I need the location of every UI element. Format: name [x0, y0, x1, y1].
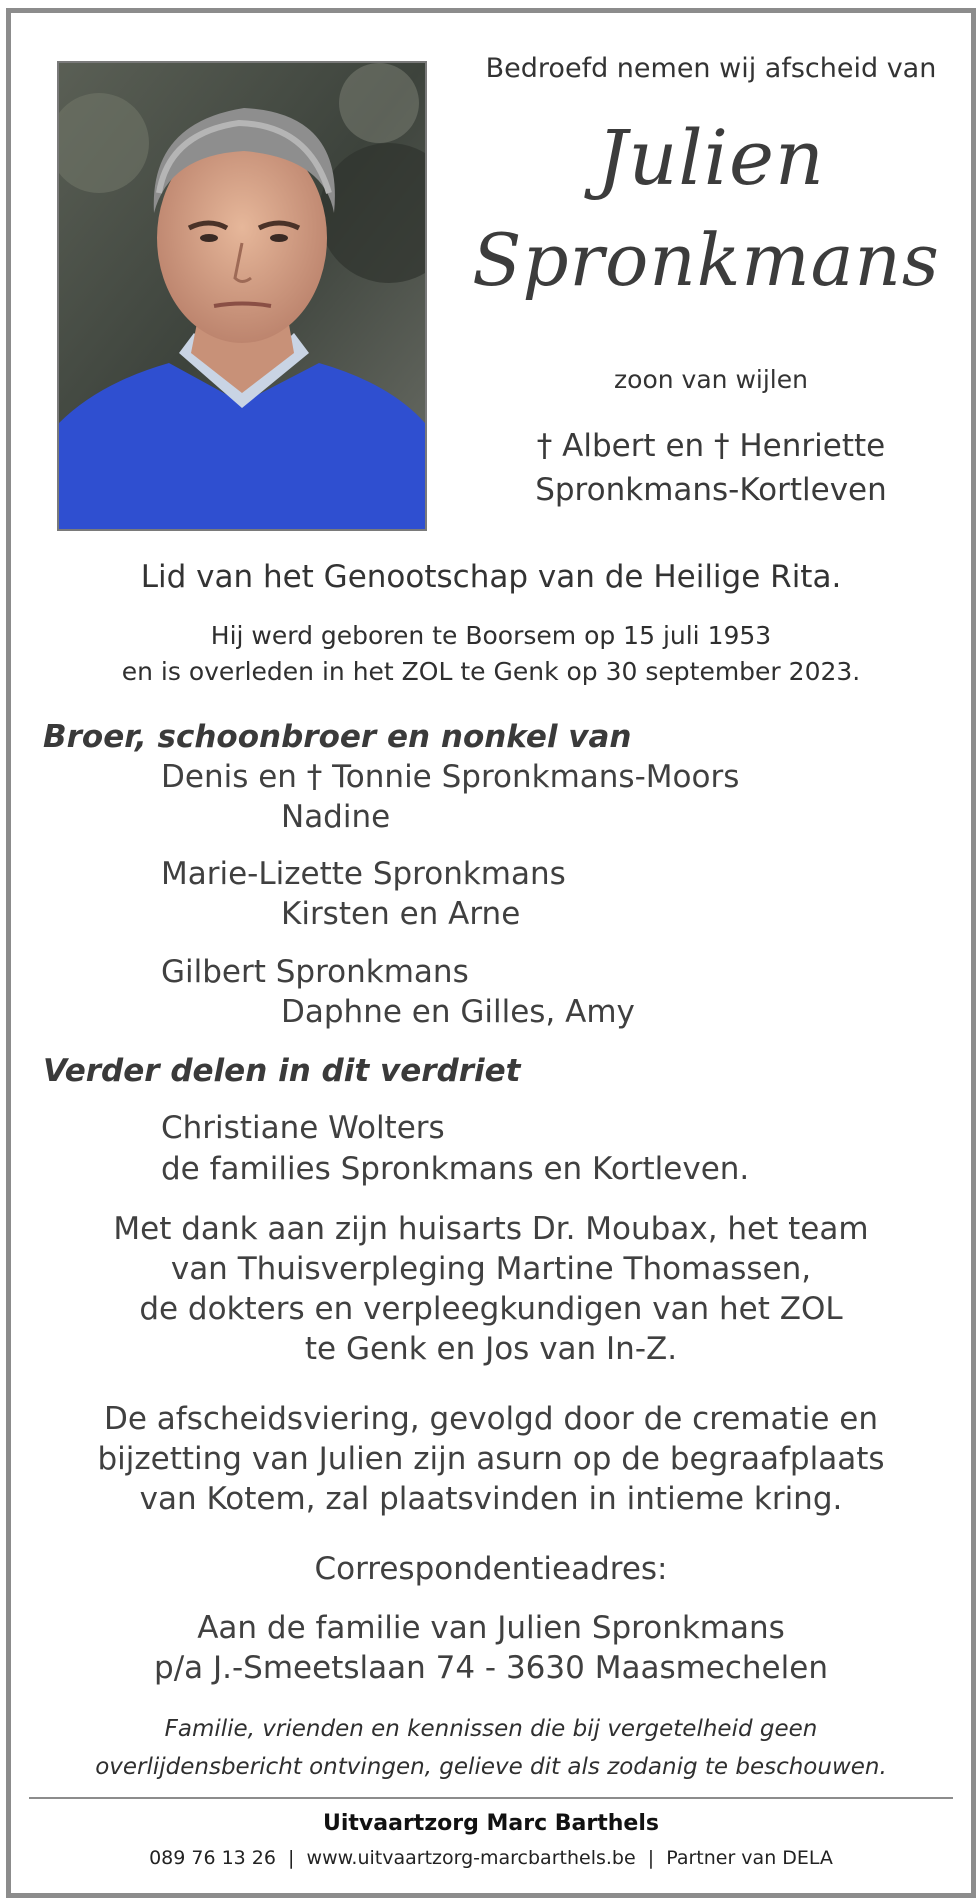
others-line-1: Christiane Wolters — [161, 1110, 445, 1146]
son-of-text: zoon van wijlen — [614, 365, 808, 394]
family-group-2-main: Marie-Lizette Spronkmans — [161, 856, 566, 892]
notice-line-1: Familie, vrienden en kennissen die bij vergetelheid geen — [164, 1716, 818, 1742]
footer-company: Uitvaartzorg Marc Barthels — [323, 1811, 659, 1836]
family-group-1-sub: Nadine — [281, 799, 391, 835]
portrait-photo — [57, 61, 427, 531]
correspondence-line-1: Aan de familie van Julien Spronkmans — [197, 1610, 785, 1646]
thanks-line-4: te Genk en Jos van In-Z. — [304, 1331, 678, 1367]
parents-line-2: Spronkmans-Kortleven — [535, 472, 887, 508]
footer-divider — [29, 1797, 953, 1799]
parents-line-1: † Albert en † Henriette — [536, 428, 886, 464]
first-name: Julien — [597, 113, 825, 202]
ceremony-line-2: bijzetting van Julien zijn asurn op de begraafplaats — [97, 1441, 885, 1477]
others-heading: Verder delen in dit verdriet — [43, 1053, 521, 1089]
family-group-3-sub: Daphne en Gilles, Amy — [281, 994, 635, 1030]
society-text: Lid van het Genootschap van de Heilige Rita. — [140, 559, 842, 595]
last-name: Spronkmans — [472, 218, 940, 302]
family-heading: Broer, schoonbroer en nonkel van — [43, 719, 632, 755]
family-group-2-sub: Kirsten en Arne — [281, 896, 521, 932]
footer-contact: 089 76 13 26 | www.uitvaartzorg-marcbarthels.be | Partner van DELA — [149, 1847, 833, 1869]
family-group-1-main: Denis en † Tonnie Spronkmans-Moors — [161, 759, 740, 795]
family-group-3-main: Gilbert Spronkmans — [161, 954, 469, 990]
notice-line-2: overlijdensbericht ontvingen, gelieve dit als zodanig te beschouwen. — [95, 1754, 887, 1780]
correspondence-label: Correspondentieadres: — [314, 1551, 668, 1587]
correspondence-line-2: p/a J.-Smeetslaan 74 - 3630 Maasmechelen — [154, 1650, 828, 1686]
ceremony-line-1: De afscheidsviering, gevolgd door de crematie en — [104, 1401, 878, 1437]
thanks-line-3: de dokters en verpleegkundigen van het ZOL — [139, 1291, 843, 1327]
others-line-2: de families Spronkmans en Kortleven. — [161, 1151, 750, 1187]
death-line: en is overleden in het ZOL te Genk op 30 september 2023. — [121, 657, 861, 686]
obituary-card — [6, 8, 976, 1898]
thanks-line-1: Met dank aan zijn huisarts Dr. Moubax, het team — [113, 1211, 869, 1247]
thanks-line-2: van Thuisverpleging Martine Thomassen, — [170, 1251, 812, 1287]
ceremony-line-3: van Kotem, zal plaatsvinden in intieme kring. — [139, 1481, 843, 1517]
birth-line: Hij werd geboren te Boorsem op 15 juli 1953 — [210, 621, 772, 650]
intro-text: Bedroefd nemen wij afscheid van — [485, 53, 937, 84]
